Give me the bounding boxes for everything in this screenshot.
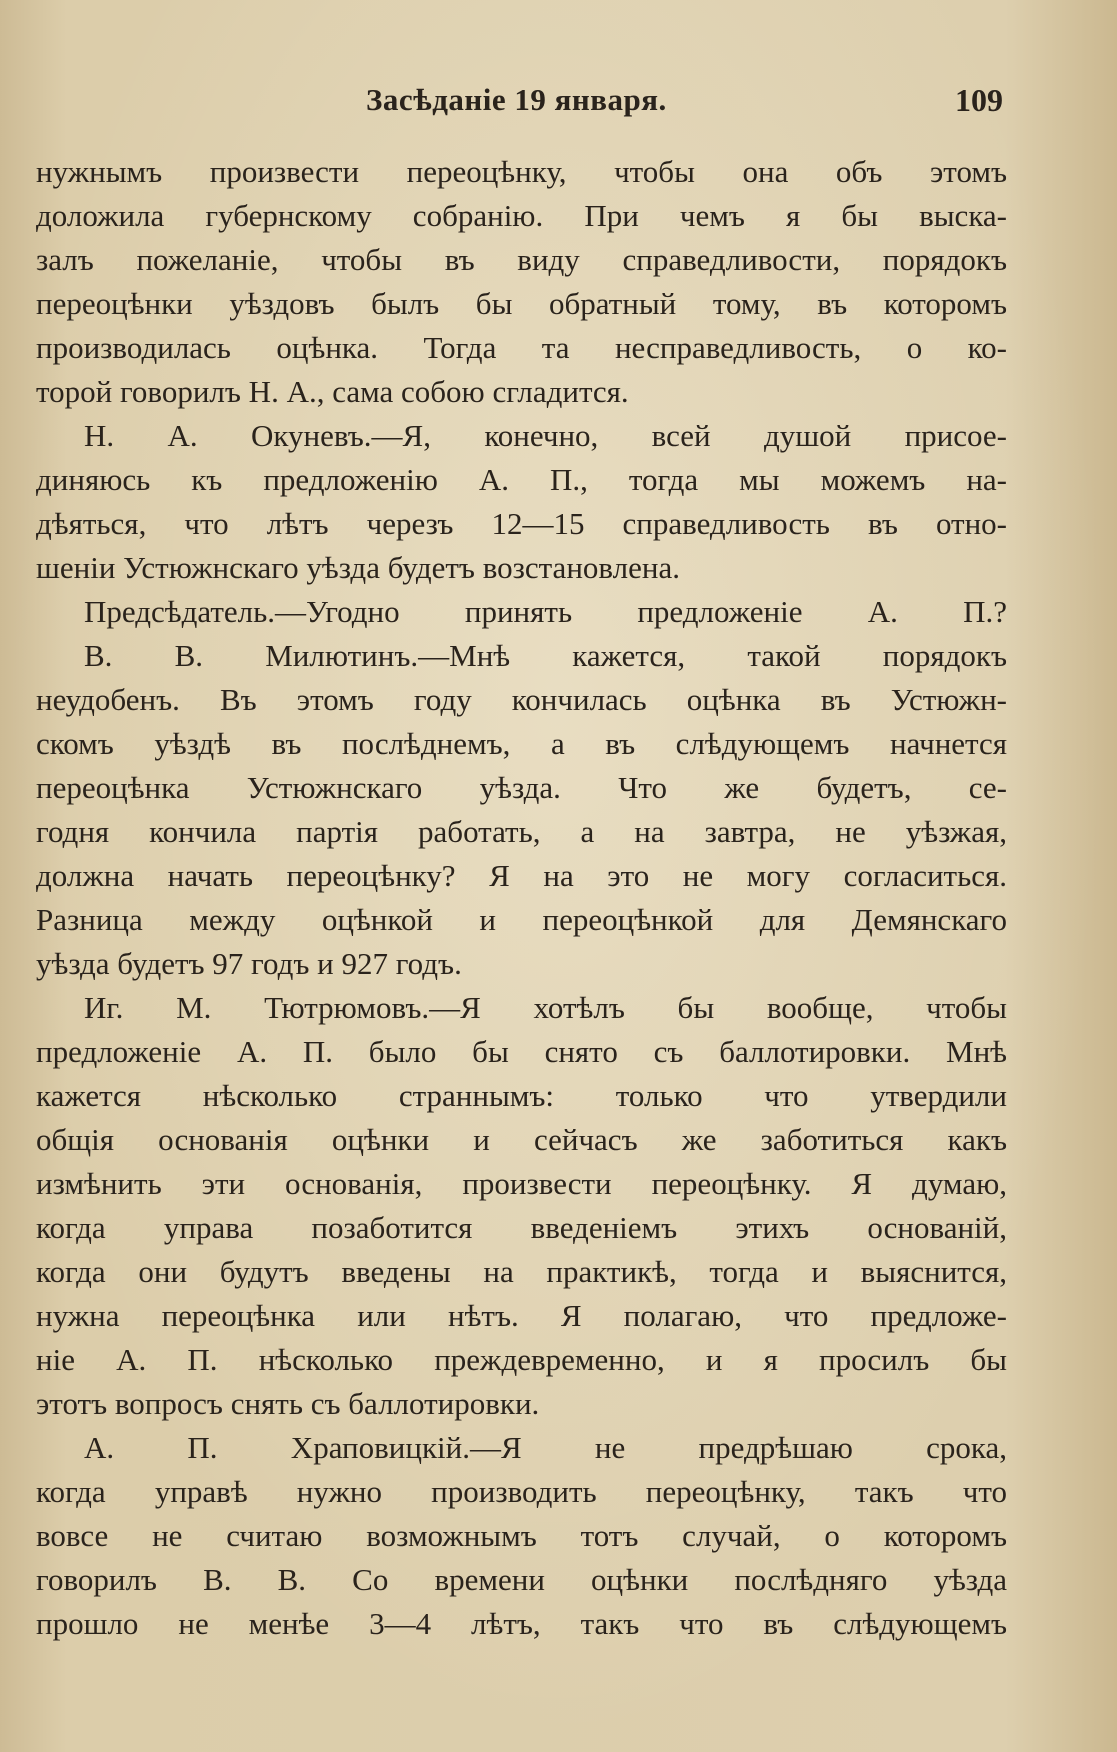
text-line: доложила губернскому собранію. При чемъ я бы выска- (36, 198, 1007, 233)
text-line: дѣяться, что лѣтъ черезъ 12—15 справедливость въ отно- (36, 506, 1007, 541)
text-line: переоцѣнки уѣздовъ былъ бы обратный тому, въ которомъ (36, 286, 1007, 321)
body-text (36, 150, 1007, 1646)
text-line: предложеніе А. П. было бы снято съ баллотировки. Мнѣ (36, 1034, 1007, 1069)
text-line: кажется нѣсколько страннымъ: только что утвердили (36, 1078, 1007, 1113)
running-head-title: Засѣданіе 19 января. (366, 82, 667, 117)
text-line: когда они будутъ введены на практикѣ, тогда и выяснится, (36, 1254, 1007, 1289)
text-line: прошло не менѣе 3—4 лѣтъ, такъ что въ слѣдующемъ (36, 1606, 1007, 1641)
text-line: диняюсь къ предложенію А. П., тогда мы можемъ на- (36, 462, 1007, 497)
text-line: уѣзда будетъ 97 годъ и 927 годъ. (36, 946, 462, 981)
text-line: неудобенъ. Въ этомъ году кончилась оцѣнка въ Устюжн- (36, 682, 1007, 717)
text-line: говорилъ В. В. Со времени оцѣнки послѣдняго уѣзда (36, 1562, 1007, 1597)
text-line: В. В. Милютинъ.—Мнѣ кажется, такой порядокъ (84, 638, 1007, 673)
text-line: этотъ вопросъ снять съ баллотировки. (36, 1386, 540, 1421)
text-line: когда управѣ нужно производить переоцѣнку, такъ что (36, 1474, 1007, 1509)
text-line: должна начать переоцѣнку? Я на это не могу согласиться. (36, 858, 1007, 893)
text-line: залъ пожеланіе, чтобы въ виду справедливости, порядокъ (36, 242, 1007, 277)
text-line: нужнымъ произвести переоцѣнку, чтобы она объ этомъ (36, 154, 1007, 189)
text-line: производилась оцѣнка. Тогда та несправедливость, о ко- (36, 330, 1007, 365)
text-line: Иг. М. Тютрюмовъ.—Я хотѣлъ бы вообще, чтобы (84, 990, 1007, 1025)
text-line: нужна переоцѣнка или нѣтъ. Я полагаю, что предложе- (36, 1298, 1007, 1333)
text-line: А. П. Храповицкій.—Я не предрѣшаю срока, (84, 1430, 1007, 1465)
page-number: 109 (955, 82, 1003, 118)
text-line: общія основанія оцѣнки и сейчасъ же заботиться какъ (36, 1122, 1007, 1157)
running-head (36, 70, 1007, 122)
text-line: измѣнить эти основанія, произвести переоцѣнку. Я думаю, (36, 1166, 1007, 1201)
text-line: Предсѣдатель.—Угодно принять предложеніе А. П.? (84, 594, 1007, 629)
text-line: когда управа позаботится введеніемъ этихъ основаній, (36, 1210, 1007, 1245)
text-line: вовсе не считаю возможнымъ тотъ случай, о которомъ (36, 1518, 1007, 1553)
text-line: переоцѣнка Устюжнскаго уѣзда. Что же будетъ, се- (36, 770, 1007, 805)
text-line: годня кончила партія работать, а на завтра, не уѣзжая, (36, 814, 1007, 849)
text-line: торой говорилъ Н. А., сама собою сгладится. (36, 374, 629, 409)
text-line: скомъ уѣздѣ въ послѣднемъ, а въ слѣдующемъ начнется (36, 726, 1007, 761)
text-line: шеніи Устюжнскаго уѣзда будетъ возстановлена. (36, 550, 680, 585)
text-line: Разница между оцѣнкой и переоцѣнкой для Демянскаго (36, 902, 1007, 937)
text-line: ніе А. П. нѣсколько преждевременно, и я просилъ бы (36, 1342, 1007, 1377)
text-line: Н. А. Окуневъ.—Я, конечно, всей душой присое- (84, 418, 1007, 453)
